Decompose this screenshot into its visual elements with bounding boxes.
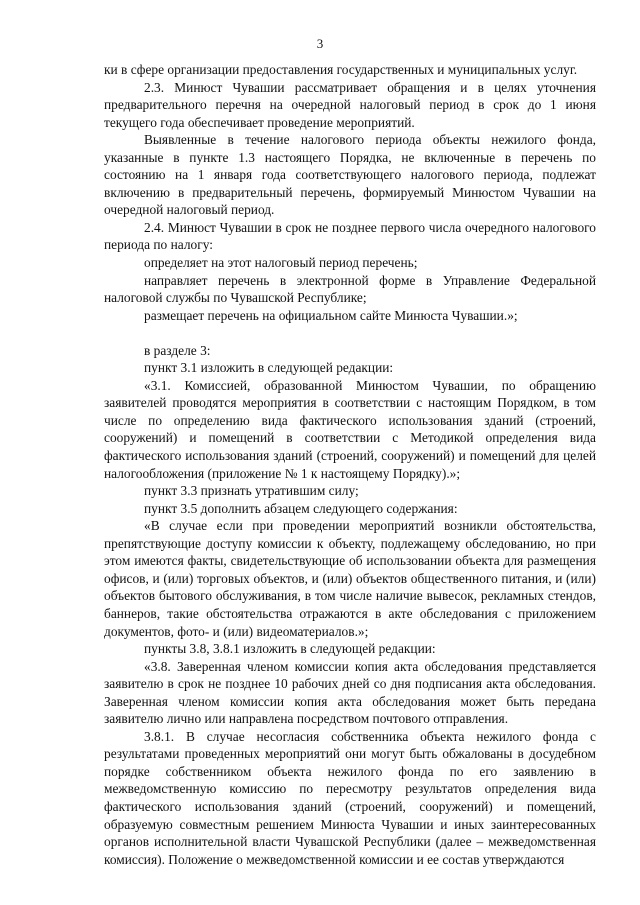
paragraph-sends-list: направляет перечень в электронной форме в Управление Федеральной налоговой службы по Чувашской Республике; [104,272,596,306]
paragraph-item-3-5: «В случае если при проведении мероприятий возникли обстоятельства, препятствующие доступу комиссии к объекту, подлежащему обследованию, но при этом имеются факты, свидетельствующие об использовании объекта для размещения офисов, и (или) торговых объектов, и (или) объектов общественного питания, и (или) объектов бытового обслуживания, в том числе наличие вывесок, рекламных стендов, баннеров, такие обстоятельства отражаются в акте обследования с приложением документов, фото- и (или) видеоматериалов.»; [104,518,596,639]
paragraph-item-3-5-intro: пункт 3.5 дополнить абзацем следующего содержания: [144,500,458,516]
paragraph-items-3-8-intro: пункты 3.8, 3.8.1 изложить в следующей редакции: [144,641,436,657]
document-body [104,61,596,868]
paragraph-item-3-1-intro: пункт 3.1 изложить в следующей редакции: [144,360,394,376]
paragraph-item-3-3: пункт 3.3 признать утратившим силу; [144,483,359,499]
paragraph-continuation: ки в сфере организации предоставления государственных и муниципальных услуг. [104,62,578,77]
paragraph-2-3: 2.3. Минюст Чувашии рассматривает обращения и в целях уточнения предварительного перечня на очередной налоговый период в срок до 1 июня текущего года обеспечивает проведение мероприятий. [104,79,596,130]
paragraph-spacer [104,324,596,342]
paragraph-2-4: 2.4. Минюст Чувашии в срок не позднее первого числа очередного налогового периода по налогу: [104,219,596,253]
paragraph-section-3: в разделе 3: [144,342,211,358]
paragraph-item-3-1: «3.1. Комиссией, образованной Минюстом Чувашии, по обращению заявителей проводятся мероприятия в соответствии с настоящим Порядком, в том числе по определению вида фактического использования зданий (строений, сооружений) и помещений в соответствии с Методикой определения вида фактического использования зданий (строений, сооружений) и помещений для целей налогообложения (приложение № 1 к настоящему Порядку).»; [104,377,596,481]
page-number: 3 [316,36,324,51]
paragraph-determines-list: определяет на этот налоговый период перечень; [144,255,418,271]
paragraph-publishes-list: размещает перечень на официальном сайте Минюста Чувашии.»; [144,307,518,323]
paragraph-item-3-8: «3.8. Заверенная членом комиссии копия акта обследования представляется заявителю в срок не позднее 10 рабочих дней со дня подписания акта обследования. Заверенная членом комиссии копия акта обследования может быть передана заявителю лично или направлена посредством почтового отправления. [104,658,596,727]
paragraph-item-3-8-1: 3.8.1. В случае несогласия собственника объекта нежилого фонда с результатами проведенных мероприятий они могут быть обжалованы в досудебном порядке собственником объекта нежилого фонда по его заявлению в межведомственную комиссию по пересмотру результатов определения вида фактического использования зданий (строений, сооружений) и помещений, образуемую совместным решением Минюста Чувашии и иных заинтересованных органов исполнительной власти Чувашской Республики (далее – межведомственная комиссия). Положение о межведомственной комиссии и ее состав утверждаются [104,728,596,867]
paragraph-identified-objects: Выявленные в течение налогового периода объекты нежилого фонда, указанные в пункте 1.3 настоящего Порядка, не включенные в перечень по состоянию на 1 января года соответствующего налогового периода, подлежат включению в предварительный перечень, формируемый Минюстом Чувашии на очередной налоговый период. [104,132,596,218]
